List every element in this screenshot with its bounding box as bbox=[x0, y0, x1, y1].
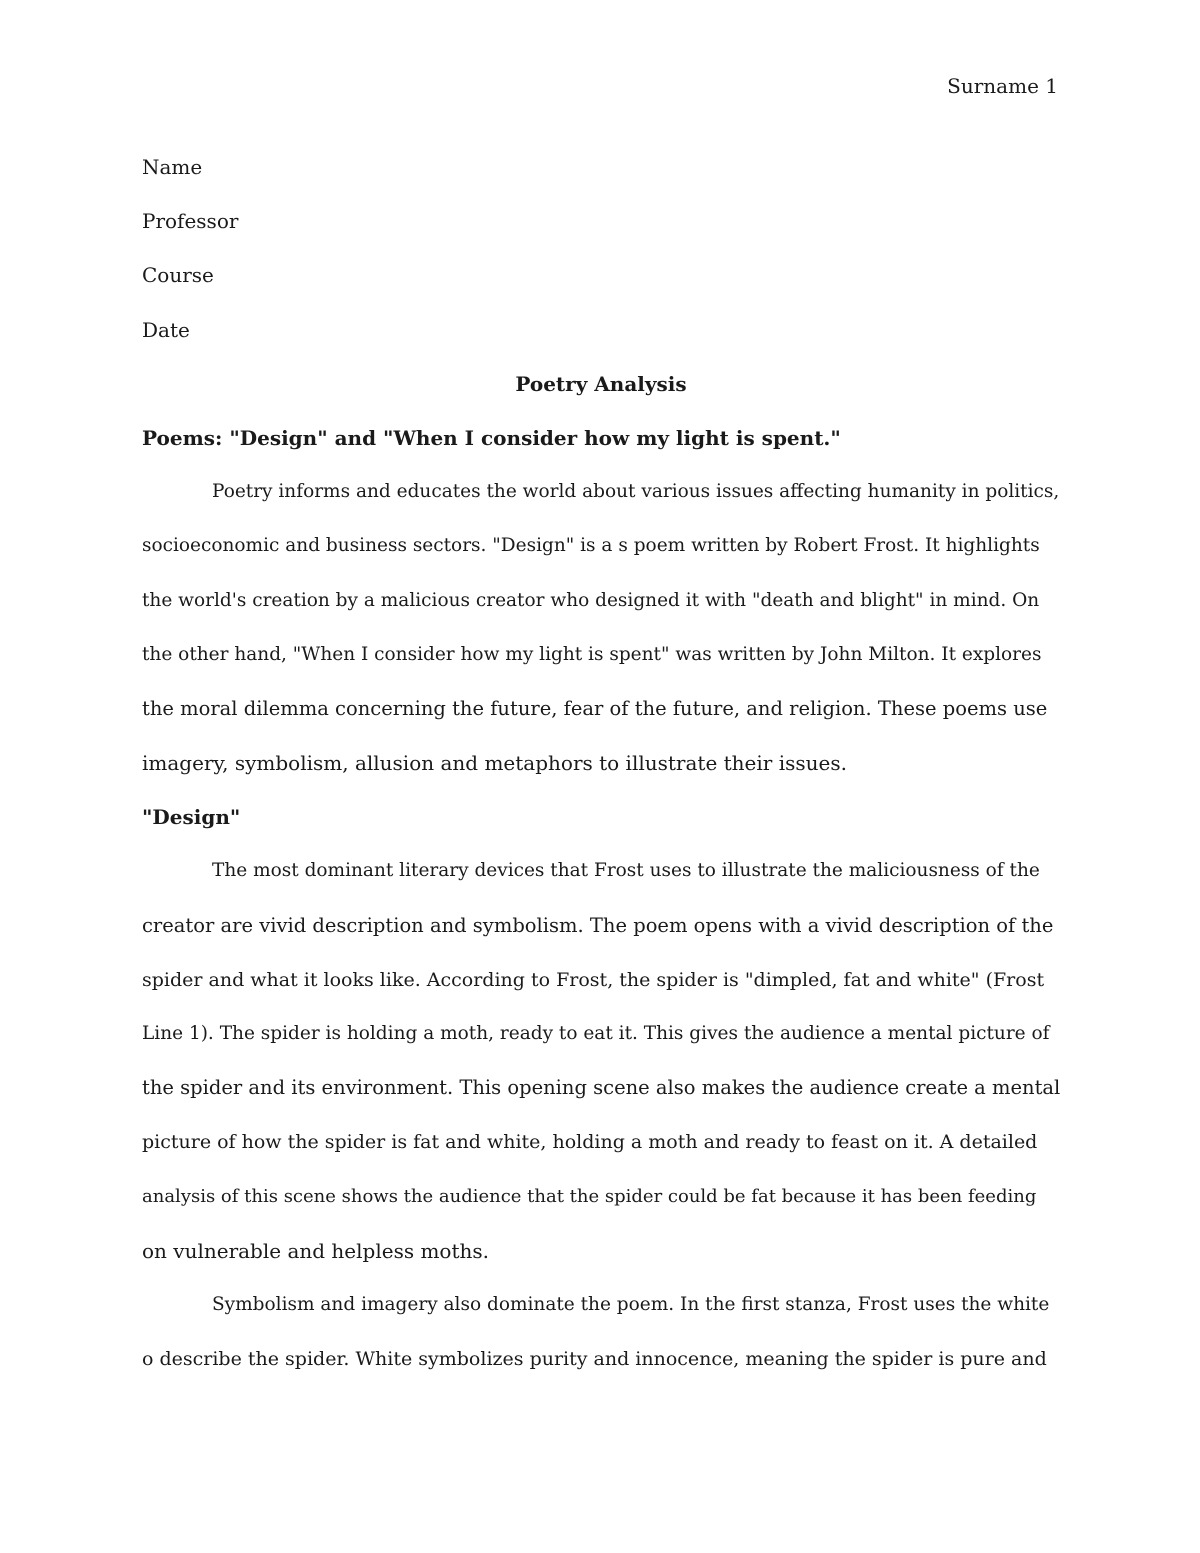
paragraph-line: creator are vivid description and symbolism. The poem opens with a vivid description of the bbox=[142, 913, 1054, 937]
document-title: Poetry Analysis bbox=[515, 371, 687, 396]
paragraph-line: the moral dilemma concerning the future, fear of the future, and religion. These poems use bbox=[142, 696, 1048, 720]
paragraph-line: o describe the spider. White symbolizes purity and innocence, meaning the spider is pure and bbox=[142, 1348, 1047, 1371]
paragraph-line: socioeconomic and business sectors. "Design" is a s poem written by Robert Frost. It highlights bbox=[142, 535, 1040, 557]
paragraph-line: the world's creation by a malicious creator who designed it with "death and blight" in mind. On bbox=[142, 589, 1040, 611]
design-section-heading: "Design" bbox=[142, 805, 241, 830]
paragraph-line: spider and what it looks like. According to Frost, the spider is "dimpled, fat and white" (Frost bbox=[142, 968, 1045, 991]
paragraph-line: analysis of this scene shows the audience that the spider could be fat because it has been feeding bbox=[142, 1185, 1037, 1207]
design-paragraph-1 bbox=[142, 844, 1060, 1278]
paragraph-line: imagery, symbolism, allusion and metaphors to illustrate their issues. bbox=[142, 751, 847, 776]
paragraph-line: the other hand, "When I consider how my light is spent" was written by John Milton. It explores bbox=[142, 643, 1042, 665]
running-head: Surname 1 bbox=[947, 74, 1058, 98]
paragraph-line: on vulnerable and helpless moths. bbox=[142, 1238, 489, 1263]
document-body bbox=[142, 140, 1060, 1386]
heading-course: Course bbox=[142, 263, 214, 288]
heading-professor: Professor bbox=[142, 209, 239, 234]
paragraph-line: Poetry informs and educates the world about various issues affecting humanity in politics, bbox=[212, 481, 1060, 503]
design-paragraph-2 bbox=[142, 1278, 1060, 1386]
intro-paragraph bbox=[142, 465, 1060, 790]
paragraph-line: picture of how the spider is fat and white, holding a moth and ready to feast on it. A detailed bbox=[142, 1131, 1038, 1154]
paragraph-line: Line 1). The spider is holding a moth, ready to eat it. This gives the audience a mental picture of bbox=[142, 1023, 1050, 1044]
paragraph-line: Symbolism and imagery also dominate the poem. In the first stanza, Frost uses the white bbox=[212, 1293, 1050, 1315]
paragraph-line: the spider and its environment. This opening scene also makes the audience create a mental bbox=[142, 1076, 1061, 1100]
paragraph-line: The most dominant literary devices that Frost uses to illustrate the maliciousness of the bbox=[212, 860, 1040, 882]
heading-name: Name bbox=[142, 155, 203, 179]
heading-date: Date bbox=[142, 317, 190, 342]
poems-subheading: Poems: "Design" and "When I consider how my light is spent." bbox=[142, 425, 841, 450]
